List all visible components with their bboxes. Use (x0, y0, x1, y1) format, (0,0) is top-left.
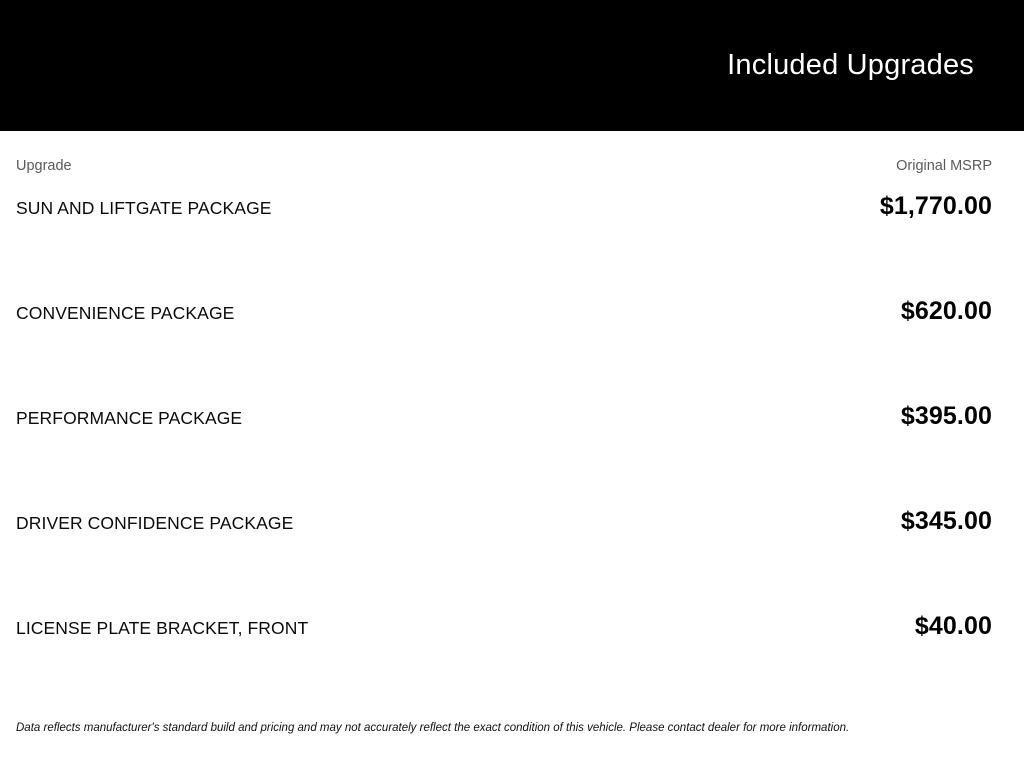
upgrade-price: $1,770.00 (879, 192, 992, 220)
table-row (16, 192, 992, 297)
page-title: Included Upgrades (727, 49, 974, 81)
upgrade-name: DRIVER CONFIDENCE PACKAGE (16, 513, 294, 533)
table-column-headers (16, 131, 992, 174)
upgrade-name: LICENSE PLATE BRACKET, FRONT (16, 618, 309, 638)
upgrade-name: SUN AND LIFTGATE PACKAGE (16, 198, 272, 218)
upgrade-name: CONVENIENCE PACKAGE (16, 303, 235, 323)
disclaimer-text: Data reflects manufacturer's standard build and pricing and may not accurately reflect the exact condition of this vehicle. Please contact dealer for more information. (16, 722, 850, 734)
column-header-original-msrp: Original MSRP (896, 158, 992, 174)
table-row (16, 297, 992, 402)
table-row (16, 507, 992, 612)
upgrade-price: $395.00 (900, 402, 992, 430)
upgrade-price: $40.00 (914, 612, 992, 640)
upgrade-price: $620.00 (900, 297, 992, 325)
upgrades-table (16, 192, 992, 717)
upgrade-name: PERFORMANCE PACKAGE (16, 408, 243, 428)
page-header (0, 0, 1024, 131)
column-header-upgrade: Upgrade (16, 158, 72, 174)
table-row (16, 402, 992, 507)
upgrade-price: $345.00 (900, 507, 992, 535)
table-row (16, 612, 992, 717)
upgrades-content (0, 131, 1024, 736)
